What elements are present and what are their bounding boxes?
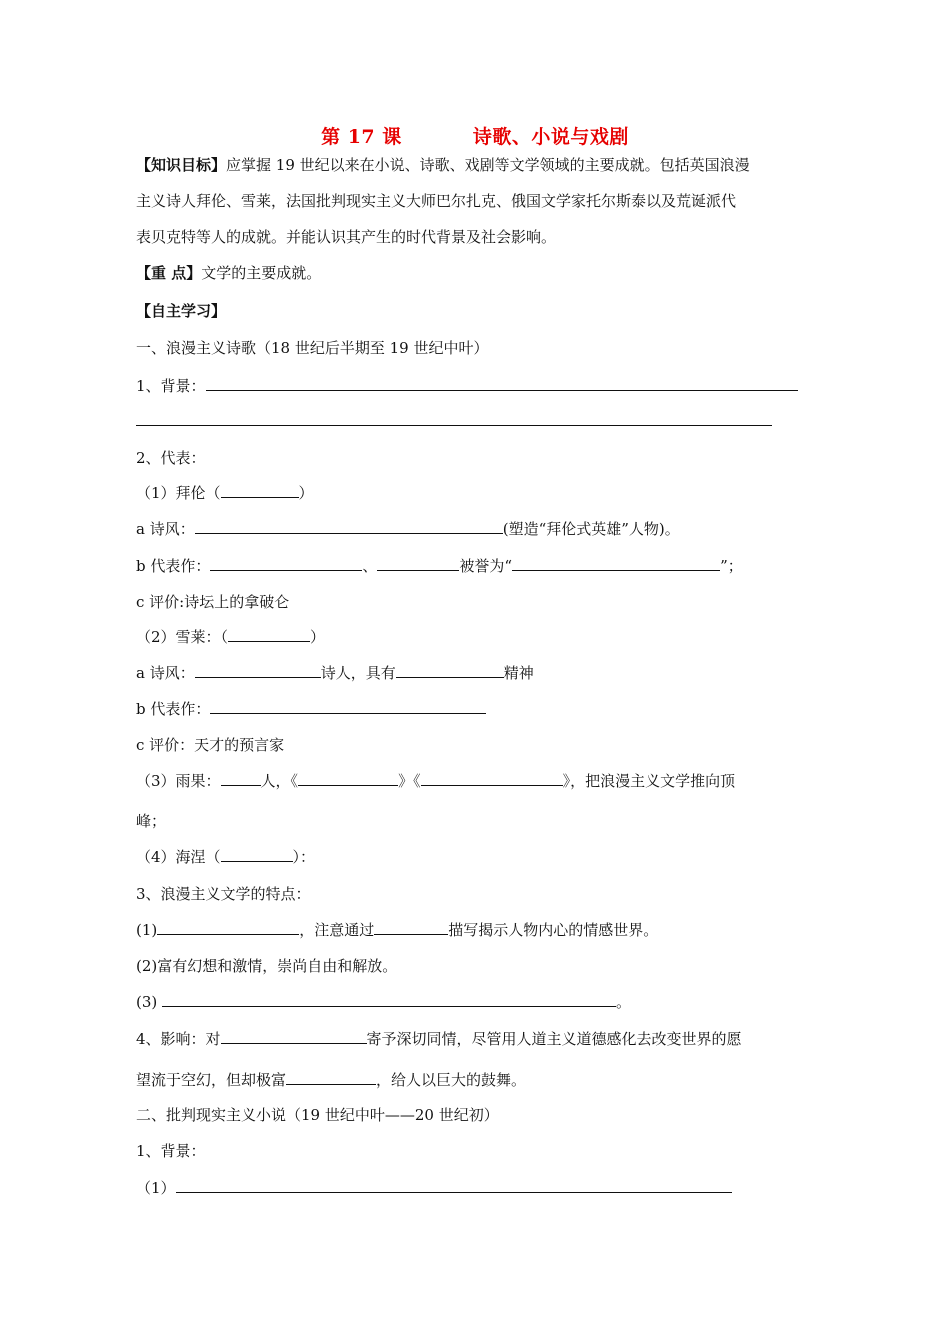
blank	[421, 770, 563, 786]
representatives-label: 2、代表：	[136, 449, 206, 467]
byron-heading	[136, 482, 314, 504]
byron-head-end: ）	[298, 484, 314, 502]
self-study-heading: 【自主学习】	[136, 302, 227, 320]
blank	[195, 518, 503, 534]
impact-line-1	[136, 1028, 742, 1050]
blank	[377, 555, 459, 571]
background-2-label: 1、背景：	[136, 1142, 206, 1160]
goal-line-2: 主义诗人拜伦、雪莱，法国批判现实主义大师巴尔扎克、俄国文学家托尔斯泰以及荒诞派代	[136, 192, 737, 210]
blank	[374, 919, 448, 935]
goal-line-1	[136, 154, 750, 176]
shelley-style-label: a 诗风：	[136, 664, 195, 682]
byron-evaluation: c 评价:诗坛上的拿破仑	[136, 593, 290, 611]
goal-label: 【知识目标】	[136, 156, 227, 174]
hugo-line-2: 峰；	[136, 812, 167, 830]
hugo-line	[136, 770, 735, 792]
feature-1	[136, 919, 658, 941]
goal-line-3: 表贝克特等人的成就。并能认识其产生的时代背景及社会影响。	[136, 228, 557, 246]
blank	[286, 1069, 376, 1085]
shelley-evaluation: c 评价：天才的预言家	[136, 736, 285, 754]
byron-style	[136, 518, 680, 540]
features-heading: 3、浪漫主义文学的特点：	[136, 885, 311, 903]
feature-1-mid: ，注意通过	[299, 921, 375, 939]
feature-3	[136, 991, 631, 1013]
background-2-item-1	[136, 1177, 732, 1199]
shelley-works	[136, 698, 486, 720]
key-point	[136, 262, 321, 284]
blank	[512, 555, 720, 571]
blank	[298, 770, 398, 786]
blank	[210, 555, 362, 571]
hugo-text-c: 》《	[398, 772, 421, 790]
byron-head-text: （1）拜伦（	[136, 484, 221, 502]
background-label: 1、背景：	[136, 377, 206, 395]
blank	[221, 482, 299, 498]
background-line-2	[136, 410, 772, 432]
blank	[221, 1028, 367, 1044]
blank	[228, 626, 310, 642]
impact-text-c: 望流于空幻，但却极富	[136, 1071, 287, 1089]
feature-3-num: (3)	[136, 993, 163, 1011]
blank	[210, 698, 486, 714]
hugo-text-d: 》，把浪漫主义文学推向顶	[562, 772, 736, 790]
heine-line	[136, 846, 315, 868]
feature-1-end: 描写揭示人物内心的情感世界。	[448, 921, 659, 939]
lesson-title: 第 17 课 诗歌、小说与戏剧	[321, 126, 629, 148]
byron-works	[136, 555, 743, 577]
shelley-heading	[136, 626, 325, 648]
heine-label: （4）海涅（	[136, 848, 221, 866]
hugo-label: （3）雨果：	[136, 772, 221, 790]
impact-label: 4、影响：对	[136, 1030, 221, 1048]
blank	[176, 1177, 732, 1193]
blank	[136, 410, 772, 426]
shelley-head-end: ）	[310, 628, 326, 646]
blank	[221, 770, 261, 786]
goal-text-1: 应掌握 19 世纪以来在小说、诗歌、戏剧等文学领域的主要成就。包括英国浪漫	[226, 156, 750, 174]
impact-line-2	[136, 1069, 526, 1091]
shelley-head-text: （2）雪莱：（	[136, 628, 229, 646]
section-1-heading: 一、浪漫主义诗歌（18 世纪后半期至 19 世纪中叶）	[136, 339, 489, 357]
feature-2: (2)富有幻想和激情，崇尚自由和解放。	[136, 957, 398, 975]
key-label: 【重 点】	[136, 264, 202, 282]
byron-style-note: (塑造“拜伦式英雄”人物)。	[502, 520, 680, 538]
shelley-style-end: 精神	[503, 664, 534, 682]
shelley-style	[136, 662, 534, 684]
blank	[162, 991, 616, 1007]
background-2-item-1-num: （1）	[136, 1179, 176, 1197]
feature-3-end: 。	[616, 993, 632, 1011]
impact-text-b: 寄予深切同情，尽管用人道主义道德感化去改变世界的愿	[366, 1030, 742, 1048]
heine-end: ）：	[292, 848, 316, 866]
blank	[195, 662, 321, 678]
byron-works-sep: 、	[362, 557, 378, 575]
blank	[206, 375, 798, 391]
blank	[396, 662, 504, 678]
byron-works-praise: 被誉为“	[459, 557, 513, 575]
shelley-works-label: b 代表作：	[136, 700, 211, 718]
section-2-heading: 二、批判现实主义小说（19 世纪中叶——20 世纪初）	[136, 1106, 499, 1124]
hugo-text-b: 人，《	[260, 772, 299, 790]
feature-1-num: (1)	[136, 921, 158, 939]
byron-works-label: b 代表作：	[136, 557, 211, 575]
background-line	[136, 375, 798, 397]
byron-works-end: ”；	[720, 557, 743, 575]
impact-text-d: ，给人以巨大的鼓舞。	[376, 1071, 527, 1089]
blank	[157, 919, 299, 935]
byron-style-label: a 诗风：	[136, 520, 195, 538]
blank	[221, 846, 293, 862]
key-text: 文学的主要成就。	[201, 264, 322, 282]
shelley-style-mid: 诗人，具有	[320, 664, 396, 682]
